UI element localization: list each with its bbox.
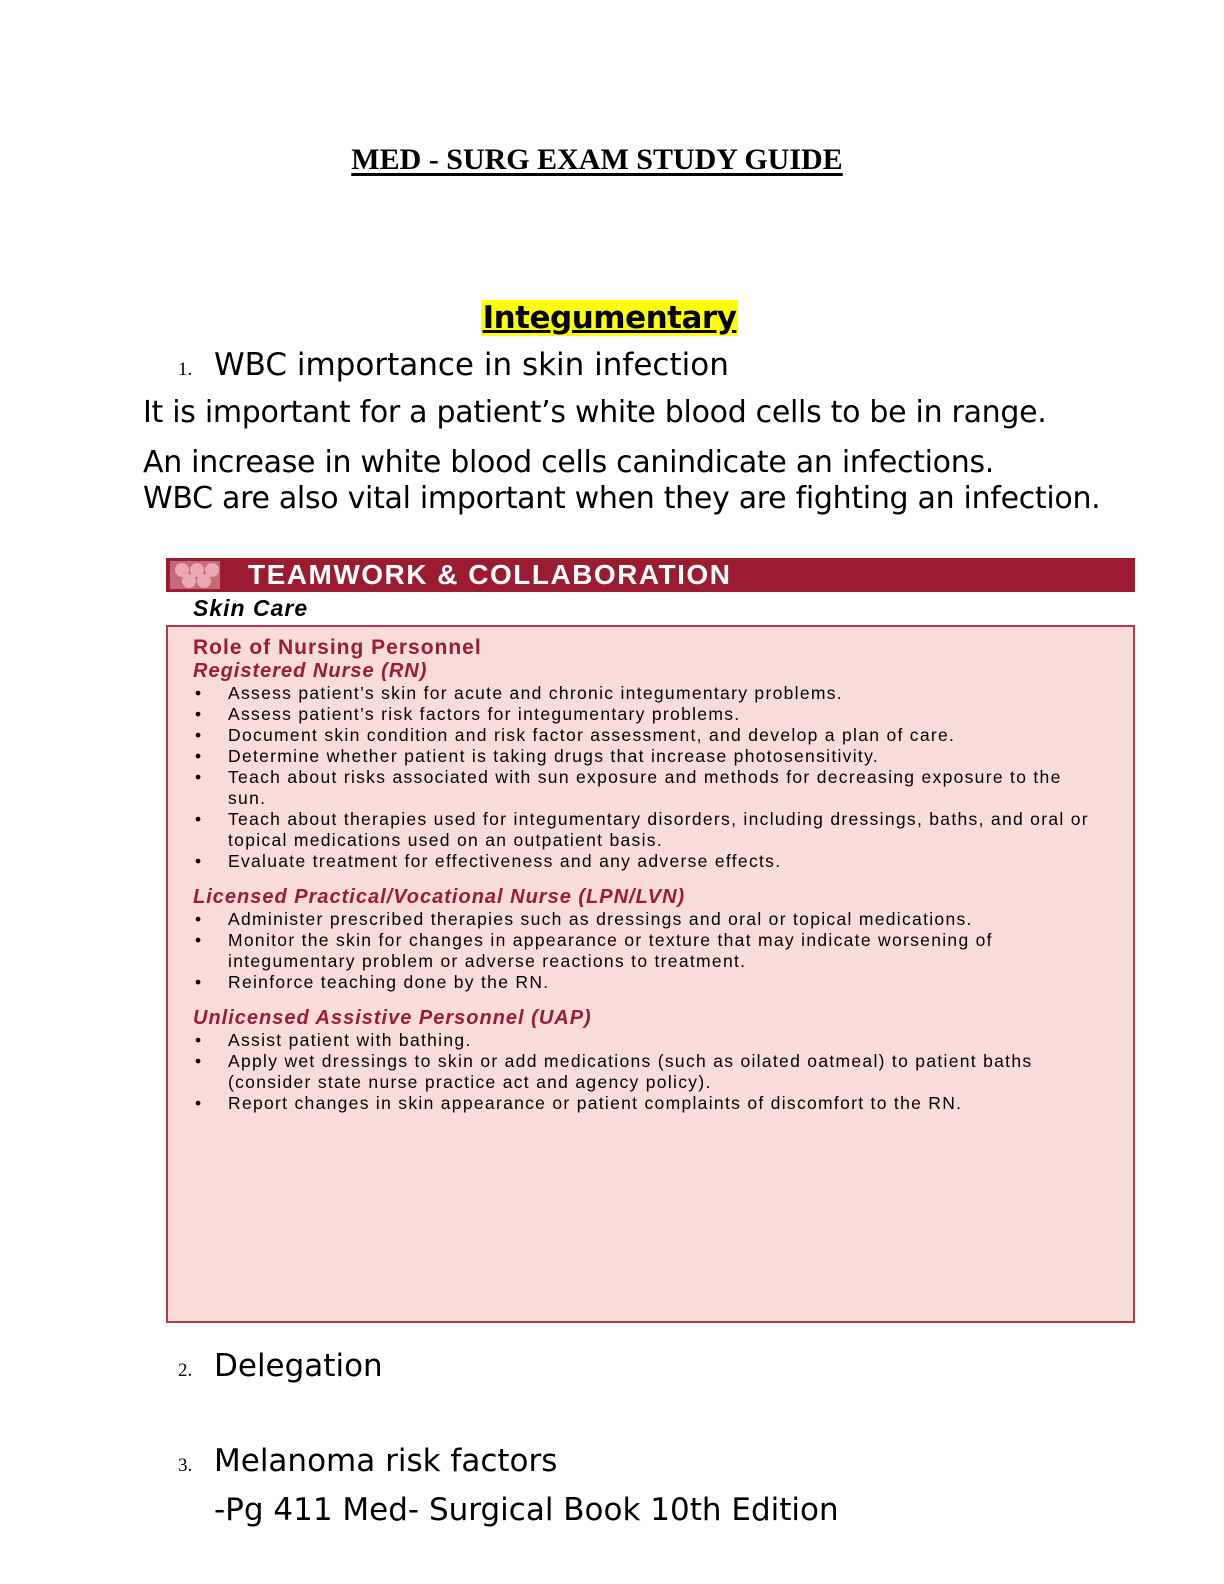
bullet: • [195,809,203,829]
bullet-text: Assess patient’s risk factors for integumentary problems. [228,704,741,724]
bullet: • [195,851,203,871]
box-heading: Role of Nursing Personnel [193,636,482,659]
list-item [193,767,1103,809]
role-heading-lpn: Licensed Practical/Vocational Nurse (LPN/LVN) [193,886,686,908]
teamwork-banner [166,558,1135,592]
bullet-text: Assist patient with bathing. [228,1030,472,1050]
item-text: Melanoma risk factors [214,1443,558,1479]
list-item [193,909,1103,930]
bullet: • [195,767,203,787]
role-heading-uap: Unlicensed Assistive Personnel (UAP) [193,1007,592,1029]
section-heading [0,300,1219,336]
bullet-text: Determine whether patient is taking drugs that increase photosensitivity. [228,746,879,766]
bullet-text: Reinforce teaching done by the RN. [228,972,550,992]
bullet: • [195,909,203,929]
list-item [193,1093,1103,1114]
list-item [193,851,1103,872]
bullet: • [195,704,203,724]
bullet: • [195,746,203,766]
uap-list [193,1030,1103,1114]
item-number: 1. [178,359,193,380]
bullet-text: Apply wet dressings to skin or add medications (such as oilated oatmeal) to patient baths (consider state nurse practice act and agency policy). [228,1051,1033,1092]
list-item [178,1443,557,1479]
people-icon [170,561,220,589]
page-title: MED - SURG EXAM STUDY GUIDE [351,143,843,176]
bullet-text: Assess patient’s skin for acute and chronic integumentary problems. [228,683,843,703]
bullet-text: Teach about risks associated with sun exposure and methods for decreasing exposure to the sun. [228,767,1062,808]
bullet: • [195,972,203,992]
list-item [193,809,1103,851]
bullet-text: Report changes in skin appearance or patient complaints of discomfort to the RN. [228,1093,963,1113]
bullet-text: Evaluate treatment for effectiveness and any adverse effects. [228,851,782,871]
box-subtitle: Skin Care [193,595,309,621]
bullet: • [195,1030,203,1050]
list-item [193,704,1103,725]
list-item [193,1051,1103,1093]
banner-title: TEAMWORK & COLLABORATION [248,559,732,590]
bullet: • [195,1051,203,1071]
section-heading-text: Integumentary [482,300,737,336]
list-item [193,683,1103,704]
paragraph: It is important for a patient’s white blood cells to be in range. [143,395,1047,430]
item-number: 3. [178,1455,193,1476]
list-item [193,972,1103,993]
lpn-list [193,909,1103,993]
bullet-text: Document skin condition and risk factor assessment, and develop a plan of care. [228,725,956,745]
item-number: 2. [178,1360,193,1381]
role-heading-rn: Registered Nurse (RN) [193,660,428,682]
paragraph: An increase in white blood cells canindicate an infections. [143,445,995,480]
list-item [193,746,1103,767]
textbook-box-content [193,636,1103,1114]
list-item [193,930,1103,972]
bullet: • [195,725,203,745]
bullet: • [195,683,203,703]
bullet-text: Administer prescribed therapies such as dressings and oral or topical medications. [228,909,973,929]
list-item [178,1348,383,1384]
book-reference: -Pg 411 Med- Surgical Book 10th Edition [214,1492,839,1528]
bullet: • [195,930,203,950]
item-text: Delegation [214,1348,383,1384]
rn-list [193,683,1103,872]
list-item [178,347,729,383]
list-item [193,1030,1103,1051]
bullet-text: Monitor the skin for changes in appearance or texture that may indicate worsening of integumentary problem or adverse reactions to treatment. [228,930,993,971]
paragraph: WBC are also vital important when they are fighting an infection. [143,481,1101,516]
item-text: WBC importance in skin infection [214,347,729,383]
list-item [193,725,1103,746]
bullet-text: Teach about therapies used for integumentary disorders, including dressings, baths, and oral or topical medications used on an outpatient basis. [228,809,1089,850]
bullet: • [195,1093,203,1113]
